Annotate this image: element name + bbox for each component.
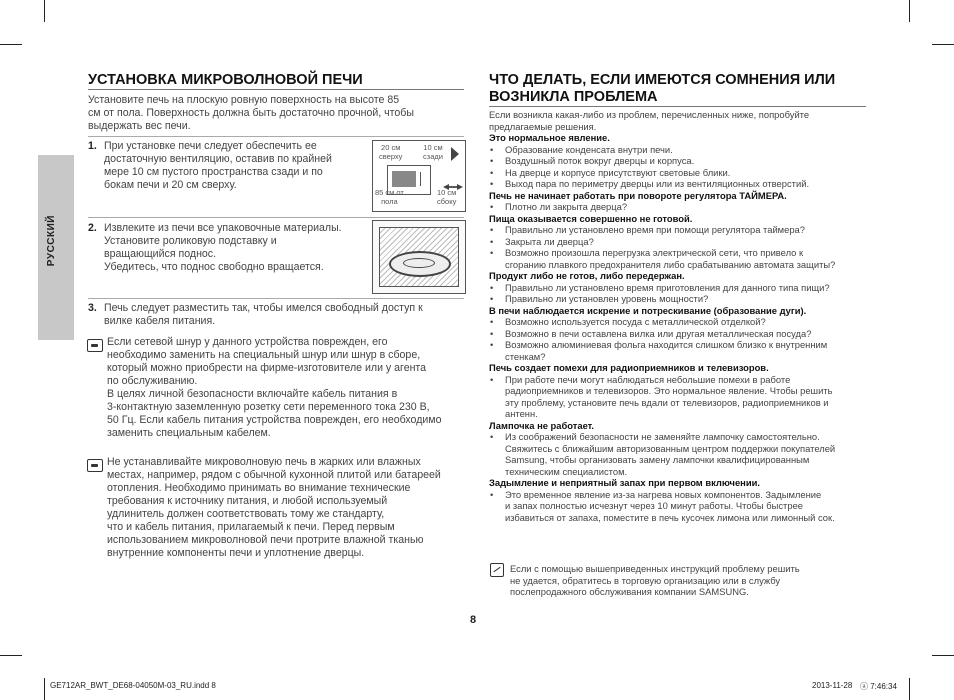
text-line: бокам печи и 20 см сверху. [104,179,237,191]
text-line: который можно приобрести на фирме-изготовителе или у агента [107,362,427,374]
note-power-cord [107,336,467,440]
clearance-top [379,143,402,161]
text-line: местах, например, рядом с обычной кухонной плитой или батареей [107,469,441,481]
list-item [489,247,869,259]
text-line: Не устанавливайте микроволновую печь в жарких или влажных [107,456,421,468]
text-line: Убедитесь, что поднос свободно вращается. [104,261,324,273]
language-label: РУССКИЙ [46,215,57,267]
solution-item: На дверце и корпусе присутствуют световые блики. [505,166,731,178]
clearance-back [423,143,443,161]
list-item [489,155,869,167]
bullet-icon: • [490,373,494,385]
problem-heading: Лампочка не работает. [489,419,595,431]
crop-mark [932,655,954,656]
text-line: Извлеките из печи все упаковочные материалы. [104,222,342,234]
crop-mark [909,0,910,22]
memo-icon [490,563,504,577]
solution-continuation: сгоранию плавкого предохранителя либо срабатыванию автомата защиты? [505,258,836,270]
divider [88,136,464,137]
list-item [489,282,869,294]
solution-item: Правильно ли установлено время при помощи регулятора таймера? [505,224,805,235]
text-line: В целях личной безопасности включайте кабель питания в [107,388,398,400]
text-line: что и кабель питания, прилагаемый к печи. Перед первым [107,521,395,533]
heading-line: ЧТО ДЕЛАТЬ, ЕСЛИ ИМЕЮТСЯ СОМНЕНИЯ ИЛИ [489,72,836,88]
text-line: пола [381,197,398,206]
solution-continuation: и запах полностью исчезнут через 10 минут работы. Чтобы быстрее [505,500,803,511]
left-heading: УСТАНОВКА МИКРОВОЛНОВОЙ ПЕЧИ [88,72,363,88]
solution-continuation: техническим специалистом. [505,465,628,477]
text-line: 10 см [423,143,443,152]
text-line: предлагаемые решения. [489,120,597,132]
list-item [489,328,869,340]
right-note [510,563,870,598]
solution-item: Это временное явление из-за нагрева новых компонентов. Задымление [505,488,822,500]
note-installation [107,456,467,560]
solution-item: Плотно ли закрыта дверца? [505,201,628,212]
step-number: 2. [88,222,97,234]
text-line: отопления. Необходимо принимать во внимание технические [107,482,411,494]
text-line: сбоку [437,197,457,206]
crop-mark [44,0,45,22]
list-item [489,374,869,386]
text-line: внутренние компоненты печи и уплотнение дверцы. [107,547,365,559]
turntable-figure [372,220,466,294]
list-item [489,431,869,443]
text-line: Установите печь на плоскую ровную поверхность на высоте 85 [88,94,400,106]
arrow-icon [451,147,459,161]
intro-paragraph [88,94,464,133]
problem-heading: Продукт либо не готов, либо передержан. [489,270,685,281]
roller-ring [403,258,435,268]
text-line: 3-контактную заземленную розетку сети переменного тока 230 В, [107,401,430,413]
step-number: 1. [88,140,97,152]
text-line: сверху [379,152,403,161]
text-line: мере 10 см пустого пространства сзади и по [104,166,323,178]
list-item [489,339,869,351]
text-line: вилке кабеля питания. [104,315,216,327]
bullet-icon: • [490,201,494,212]
text-line: по обслуживанию. [107,375,198,387]
text-line: Если с помощью вышеприведенных инструкций проблему решить [510,563,800,574]
troubleshoot-intro [489,109,866,132]
right-heading-rule [489,106,866,107]
heading-line: ВОЗНИКЛА ПРОБЛЕМА [489,89,658,105]
text-line: При установке печи следует обеспечить ее [104,140,317,152]
solution-item: Правильно ли установлено время приготовления для данного типа пищи? [505,281,830,293]
list-item [489,316,869,328]
problem-heading: Печь создает помехи для радиоприемников и телевизоров. [489,362,769,373]
text-line: заменить специальным кабелем. [107,427,271,439]
text-line: удлинитель должен соответствовать тому же стандарту, [107,508,385,520]
bullet-icon: • [490,281,494,293]
problem-heading: Пища оказывается совершенно не готовой. [489,212,693,224]
list-item [489,489,869,501]
list-item [489,167,869,179]
bullet-icon: • [490,339,494,350]
left-heading-rule [88,89,464,90]
bullet-icon: • [490,224,494,235]
footer-date: 2013-11-28 [812,681,853,690]
bullet-icon: • [490,431,494,442]
text-line: 50 Гц. Если кабель питания устройства поврежден, его необходимо [107,414,442,426]
problem-heading: Задымление и неприятный запах при первом включении. [489,477,760,488]
crop-mark [909,678,910,700]
step-2-text [104,222,366,274]
text-line: не удается, обратитесь в торговую организацию или в службу [510,574,781,586]
text-line: см от пола. Поверхность должна быть достаточно прочной, чтобы [88,107,414,119]
solution-item: Возможно произошла перегрузка электрической сети, что привело к [505,247,804,258]
text-line: Установите роликовую подставку и [104,235,277,247]
bullet-icon: • [490,166,494,178]
pen-stroke [493,567,500,572]
solution-continuation: эту проблему, установите печь вдали от телевизоров, радиоприемников и [505,396,829,408]
text-line: послепродажного обслуживания компании SAMSUNG. [510,586,749,597]
bullet-icon: • [490,488,494,500]
step-3-text [104,302,464,328]
text-line: 85 см от [375,188,404,197]
bullet-icon: • [490,178,494,189]
text-line: вращающийся поднос. [104,248,217,260]
solution-continuation: антенн. [505,408,538,419]
divider [88,217,464,218]
text-line: 10 см [437,188,457,197]
step-number: 3. [88,302,97,314]
bullet-icon: • [490,316,494,327]
clearance-floor [375,188,404,206]
solution-item: Закрыта ли дверца? [505,235,594,247]
ventilation-figure [372,140,466,212]
problem-heading: Это нормальное явление. [489,132,610,143]
step-1-text [104,140,366,192]
solution-continuation: Samsung, чтобы организовать замену лампочки квалифицированным [505,454,810,465]
oven-panel [420,172,427,186]
bullet-icon: • [490,247,494,258]
footer-filename: GE712AR_BWT_DE68-04050M-03_RU.indd 8 [50,681,216,690]
list-item [489,178,869,190]
text-line: Печь следует разместить так, чтобы имелся свободный доступ к [104,302,423,314]
bullet-icon: • [490,155,494,166]
bullet-icon: • [490,327,494,339]
footer-time: ⓐ 7:46:34 [860,682,897,691]
bullet-icon: • [490,293,494,304]
crop-mark [0,44,22,45]
solution-item: Возможно в печи оставлена вилка или другая металлическая посуда? [505,327,812,339]
bullet-icon: • [490,143,494,155]
solution-item: Из соображений безопасности не заменяйте лампочку самостоятельно. [505,431,820,442]
text-line: необходимо заменить на специальный шнур или шнур в сборе, [107,349,421,361]
list-item [489,144,869,156]
text-line: Если сетевой шнур у данного устройства поврежден, его [107,336,388,348]
solution-item: Возможно используется посуда с металлической отделкой? [505,316,766,327]
solution-continuation: стенкам? [505,350,546,362]
text-line: использованием микроволновой печи протрите влажной тканью [107,534,424,546]
crop-mark [932,44,954,45]
note-icon [87,339,103,352]
divider [88,298,464,299]
crop-mark [44,678,45,700]
solution-continuation: избавиться от запаха, поместите в печь кусочек лимона или лимонный сок. [505,511,835,523]
clearance-side [437,188,456,206]
solution-item: Правильно ли установлен уровень мощности? [505,293,709,304]
list-item [489,224,869,236]
list-item [489,201,869,213]
solution-item: При работе печи могут наблюдаться небольшие помехи в работе [505,373,791,385]
solution-item: Выход пара по периметру дверцы или из вентиляционных отверстий. [505,178,810,189]
list-item [489,236,869,248]
solution-item: Образование конденсата внутри печи. [505,143,673,155]
text-line: выдержать вес печи. [88,120,191,132]
solution-continuation: радиоприемников и телевизоров. Это нормальное явление. Чтобы решить [505,385,833,396]
solution-item: Воздушный поток вокруг дверцы и корпуса. [505,155,695,166]
oven-window [392,171,416,187]
solution-continuation: Свяжитесь с ближайшим авторизованным центром поддержки покупателей [505,442,836,454]
note-icon [87,459,103,472]
text-line: требования к источнику питания, и любой используемый [107,495,388,507]
text-line: 20 см [381,143,401,152]
right-heading [489,72,869,106]
problem-heading: Печь не начинает работать при повороте регулятора ТАЙМЕРА. [489,189,787,201]
solution-item: Возможно алюминиевая фольга находится слишком близко к внутренним [505,339,828,350]
crop-mark [0,655,22,656]
troubleshooting-list [489,132,869,523]
text-line: достаточную вентиляцию, оставив по крайней [104,153,332,165]
language-side-tab [38,155,74,340]
text-line: Если возникла какая-либо из проблем, перечисленных ниже, попробуйте [489,109,810,120]
text-line: сзади [423,152,443,161]
bullet-icon: • [490,235,494,247]
page-number: 8 [470,614,477,626]
list-item [489,293,869,305]
problem-heading: В печи наблюдается искрение и потрескивание (образование дуги). [489,304,807,316]
